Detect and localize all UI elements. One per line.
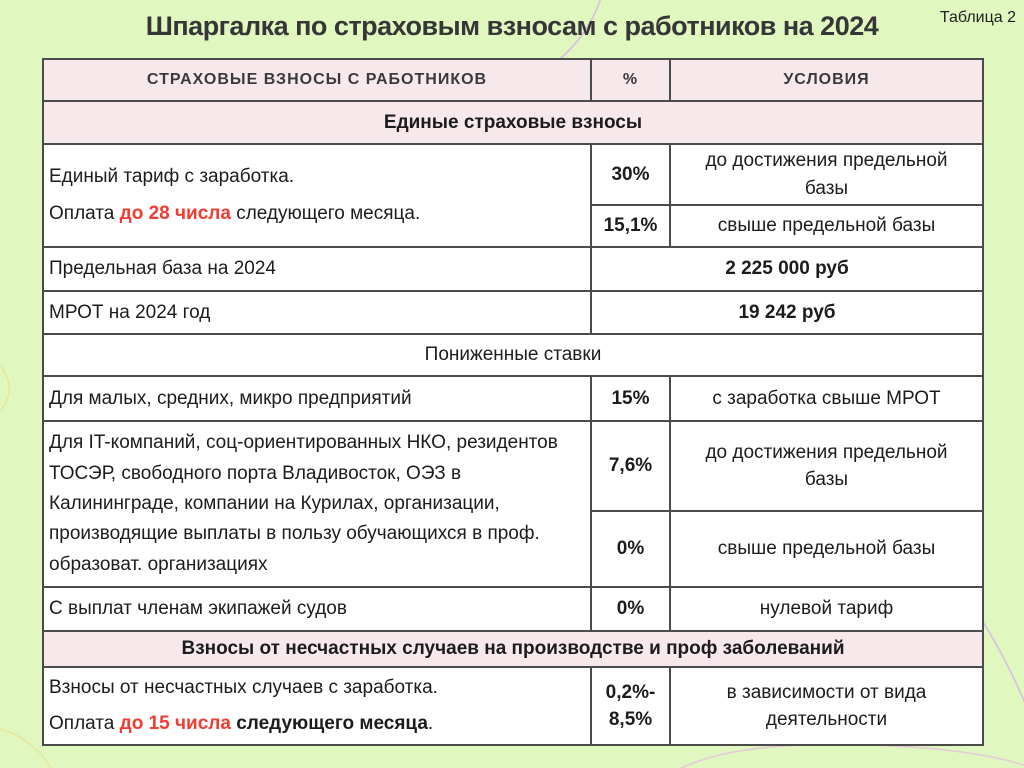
small-business-label: Для малых, средних, микро предприятий xyxy=(43,376,591,421)
accident-line1: Взносы от несчастных случаев с заработка. xyxy=(49,677,438,699)
table-row xyxy=(43,376,983,421)
rate-0-percent-above-base: 0% xyxy=(591,511,670,587)
table-row xyxy=(43,247,983,291)
payment-suffix: следующего месяца. xyxy=(230,202,421,224)
payment-prefix: Оплата xyxy=(49,713,120,735)
payment-suffix: . xyxy=(427,713,434,735)
table-number-label: Таблица 2 xyxy=(939,9,1016,26)
table-row xyxy=(43,291,983,334)
section-row-reduced xyxy=(43,334,983,376)
table-row xyxy=(43,667,983,745)
rate-15-percent: 15% xyxy=(591,376,670,421)
deco-curve-right xyxy=(983,622,1024,710)
rate-15-1-percent: 15,1% xyxy=(591,205,670,247)
section-row-accidents xyxy=(43,631,983,667)
deadline-15-highlight: до 15 числа xyxy=(119,713,231,735)
rate-accident-range: 0,2%- 8,5% xyxy=(591,667,670,745)
mrot-value: 19 242 руб xyxy=(591,291,983,334)
unified-tariff-label xyxy=(43,144,591,247)
section-unified-title: Единые страховые взносы xyxy=(43,101,983,144)
condition-above-base: свыше предельной базы xyxy=(670,205,983,247)
condition-below-base: до достижения предельной базы xyxy=(670,144,983,205)
deco-curve-bottom xyxy=(652,744,1024,768)
section-row-unified xyxy=(43,101,983,144)
rate-7-6-percent: 7,6% xyxy=(591,421,670,511)
section-accidents-title: Взносы от несчастных случаев на производстве и проф заболеваний xyxy=(43,631,983,667)
col-header-contributions: СТРАХОВЫЕ ВЗНОСЫ С РАБОТНИКОВ xyxy=(43,59,591,101)
table-header-row xyxy=(43,59,983,101)
base-limit-label: Предельная база на 2024 xyxy=(43,247,591,291)
crew-label: С выплат членам экипажей судов xyxy=(43,587,591,631)
it-companies-label: Для IT-компаний, соц-ориентированных НКО, резидентов ТОСЭР, свободного порта Владивосток, ОЭЗ в Калининграде, компании на Курилах, организации, производящие выплаты в пользу обучающихся в проф. образоват. организациях xyxy=(43,421,591,587)
unified-tariff-line2 xyxy=(49,196,584,232)
table-row xyxy=(43,587,983,631)
col-header-percent: % xyxy=(591,59,670,101)
condition-it-below-base: до достижения предельной базы xyxy=(670,421,983,511)
section-reduced-title: Пониженные ставки xyxy=(43,334,983,376)
unified-tariff-line1: Единый тариф с заработка. xyxy=(49,166,295,188)
accident-label xyxy=(43,667,591,745)
condition-activity-type: в зависимости от вида деятельности xyxy=(670,667,983,745)
base-limit-value: 2 225 000 руб xyxy=(591,247,983,291)
condition-it-above-base: свыше предельной базы xyxy=(670,511,983,587)
rate-30-percent: 30% xyxy=(591,144,670,205)
table-row xyxy=(43,144,983,205)
mrot-label: МРОТ на 2024 год xyxy=(43,291,591,334)
deco-curve-left xyxy=(1,366,9,410)
condition-above-mrot: с заработка свыше МРОТ xyxy=(670,376,983,421)
deadline-28-highlight: до 28 числа xyxy=(119,202,231,224)
rate-0-percent-crew: 0% xyxy=(591,587,670,631)
accident-line2 xyxy=(49,706,584,742)
contributions-table xyxy=(42,58,984,746)
next-month-bold: следующего месяца xyxy=(230,713,428,735)
col-header-conditions: УСЛОВИЯ xyxy=(670,59,983,101)
payment-prefix: Оплата xyxy=(49,202,120,224)
table-row xyxy=(43,421,983,511)
page-title: Шпаргалка по страховым взносам с работников на 2024 xyxy=(145,11,879,41)
condition-zero-tariff: нулевой тариф xyxy=(670,587,983,631)
